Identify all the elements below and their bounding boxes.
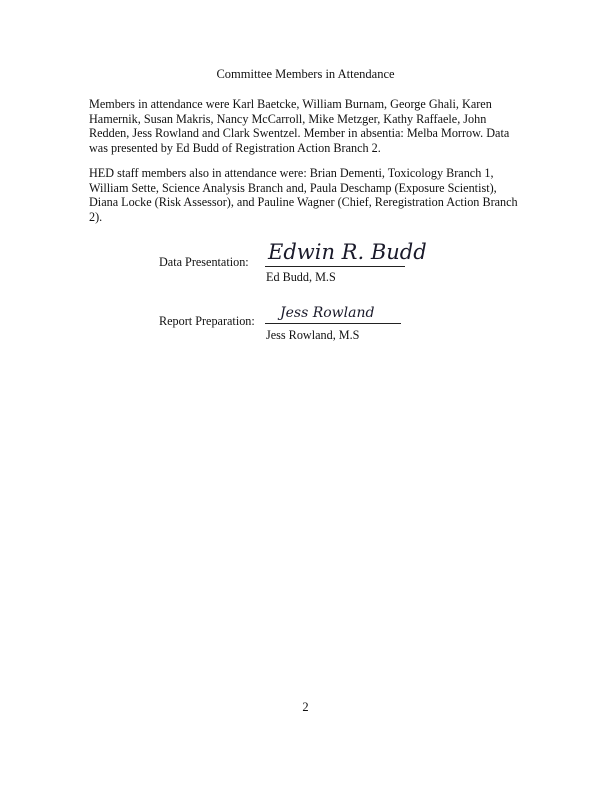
- page-title: Committee Members in Attendance: [216, 67, 395, 81]
- signature-label: Data Presentation:: [159, 255, 249, 269]
- handwritten-signature: Jess Rowland: [280, 305, 375, 321]
- attendance-paragraph: Members in attendance were Karl Baetcke, William Burnam, George Ghali, Karen Hamernik, Susan Makris, Nancy McCarroll, Mike Metzger, Kathy Raffaele, John Redden, Jess Rowland and Clark Swentzel. Member in absentia: Melba Morrow. Data was presented by Ed Budd of Registration Action Branch 2.: [89, 97, 510, 155]
- signatory-name: Ed Budd, M.S: [266, 270, 336, 284]
- signature-label: Report Preparation:: [159, 314, 255, 328]
- signature-line: [265, 266, 405, 267]
- staff-paragraph: HED staff members also in attendance were: Brian Dementi, Toxicology Branch 1, William Sette, Science Analysis Branch and, Paula Deschamp (Exposure Scientist), Diana Locke (Risk Assessor), and Pauline Wagner (Chief, Reregistration Action Branch 2).: [89, 166, 518, 224]
- signatory-name: Jess Rowland, M.S: [266, 328, 360, 342]
- signature-line: [265, 323, 401, 324]
- page-number: 2: [302, 700, 309, 714]
- handwritten-signature: Edwin R. Budd: [268, 240, 427, 264]
